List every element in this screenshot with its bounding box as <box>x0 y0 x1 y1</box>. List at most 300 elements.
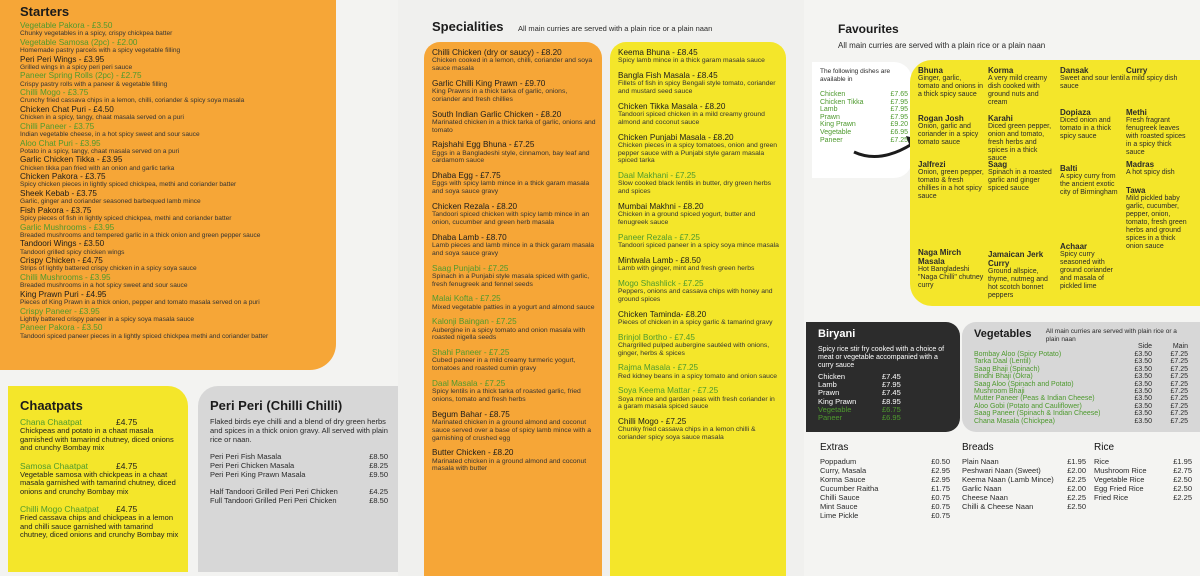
menu-item-desc: Spicy lamb mince in a thick garam masala sauce <box>618 57 765 65</box>
chaatpat-desc: Vegetable samosa with chickpeas in a chaat masala garnished with tamarind chutney, diced onions and crunchy Bombay mix <box>20 469 176 496</box>
price-row <box>962 466 1086 475</box>
vegetable-name: Saag Aloo (Spinach and Potato) <box>974 380 1074 388</box>
item-name: Lime Pickle <box>820 511 859 520</box>
vegetable-side: £3.50 <box>1134 351 1152 358</box>
fav-dish-name: Balti <box>1060 164 1078 173</box>
item-name: Keema Naan (Lamb Mince) <box>962 475 1054 484</box>
menu-item <box>432 140 596 165</box>
fav-dish-desc: Fresh fragrant fenugreek leaves with roasted spices in a spicy thick sauce <box>1126 117 1186 156</box>
item-name: Curry, Masala <box>820 466 867 475</box>
fav-dish-name: Saag <box>988 160 1008 169</box>
vegetable-side: £3.50 <box>1134 358 1152 366</box>
fav-protein-price: £6.95 <box>890 128 908 136</box>
menu-item <box>20 189 336 206</box>
rice-list <box>1094 457 1192 502</box>
menu-item-name: Chilli Paneer - £3.75 <box>20 121 95 131</box>
menu-item-desc: Chunky fried cassava chips in a lemon chilli & coriander spicy soya sauce masala <box>618 426 756 442</box>
fav-protein-price: £9.20 <box>890 121 908 129</box>
menu-item-desc: Chicken cooked in a lemon, chilli, coriander and soya sauce masala <box>432 57 593 72</box>
item-price: £8.50 <box>369 452 388 461</box>
item-name: Half Tandoori Grilled Peri Peri Chicken <box>210 487 338 496</box>
item-price: £1.95 <box>1173 457 1192 466</box>
biryani-price: £7.45 <box>882 388 901 398</box>
menu-item <box>432 79 596 104</box>
vegetable-main: £7.25 <box>1170 358 1188 366</box>
price-row <box>210 452 388 461</box>
vegetable-row <box>974 366 1192 373</box>
fav-protein-row <box>820 99 908 107</box>
price-row <box>1094 484 1192 493</box>
fav-protein-price: £7.65 <box>890 91 908 98</box>
specialities-list-1 <box>432 48 596 473</box>
vegetable-row <box>974 358 1192 365</box>
fav-dish <box>988 66 1054 107</box>
menu-item-desc: King Prawns in a thick tarka of garlic, onions, coriander and fresh chillies <box>432 88 568 103</box>
extras-title: Extras <box>820 442 849 453</box>
breads-section <box>962 442 1086 572</box>
fav-dish <box>918 160 984 201</box>
price-row <box>210 487 388 496</box>
price-row <box>962 484 1086 493</box>
menu-item <box>20 172 336 189</box>
fav-dish-desc: A hot spicy dish <box>1126 169 1175 176</box>
biryani-price: £8.95 <box>882 396 901 406</box>
menu-item-desc: Crispy pastry rolls with a paneer & vegetable filling <box>20 80 168 88</box>
menu-item-desc: Breaded mushrooms and tempered garlic in a thick onion and green pepper sauce <box>20 231 261 239</box>
menu-item-name: Rajma Masala - £7.25 <box>618 363 699 373</box>
vegetable-main: £7.25 <box>1170 410 1188 418</box>
menu-item-name: Bangla Fish Masala - £8.45 <box>618 71 718 80</box>
vegetables-col-main: Main <box>1172 343 1188 350</box>
vegetable-name: Tarka Daal (Lentil) <box>974 358 1031 366</box>
fav-dish-name: Methi <box>1126 108 1147 117</box>
fav-dish-desc: Mild pickled baby garlic, cucumber, pepper, onion, tomato, fresh green herbs and ground spices in a thick onion sauce <box>1126 195 1187 250</box>
peri-peri-desc: Flaked birds eye chilli and a blend of dry green herbs and spices in a thick onion gravy. All served with plain rice or naan. <box>210 417 388 444</box>
vegetables-note: All main curries are served with plain rice or a plain naan <box>1045 328 1177 343</box>
specialities-col-2 <box>610 42 786 576</box>
menu-item <box>432 317 596 342</box>
item-price: £0.75 <box>931 493 950 502</box>
biryani-price: £7.45 <box>882 372 901 381</box>
item-price: £2.50 <box>1173 484 1192 493</box>
vegetables-title: Vegetables <box>974 328 1032 340</box>
menu-item-name: Sheek Kebab - £3.75 <box>20 188 97 198</box>
item-price: £2.25 <box>1067 475 1086 484</box>
fav-protein-row <box>820 106 908 114</box>
price-row <box>962 493 1086 502</box>
fav-dish-name: Naga Mirch Masala <box>918 248 962 266</box>
biryani-name: Lamb <box>818 380 837 390</box>
extras-list <box>820 457 950 520</box>
fav-dish-desc: A very mild creamy dish cooked with ground nuts and cream <box>988 75 1048 106</box>
fav-protein-name: King Prawn <box>820 121 856 129</box>
menu-item-name: Paneer Pakora - £3.50 <box>20 323 103 333</box>
item-price: £0.75 <box>931 511 950 520</box>
menu-item <box>618 233 780 250</box>
fav-dish-desc: Ginger, garlic, tomato and onions in a thick spicy sauce <box>918 75 983 98</box>
chaatpat-head <box>20 461 180 471</box>
item-name: Peri Peri Chicken Masala <box>210 461 295 470</box>
menu-item-name: Daal Masala - £7.25 <box>432 378 506 388</box>
item-name: Full Tandoori Grilled Peri Peri Chicken <box>210 496 337 505</box>
fav-dish-desc: Onion, garlic and coriander in a spicy tomato sauce <box>918 123 979 146</box>
menu-item-name: Crispy Paneer - £3.95 <box>20 306 100 316</box>
favourites-grid <box>910 60 1200 306</box>
vegetables-panel <box>962 322 1200 432</box>
starters-title: Starters <box>20 4 70 19</box>
menu-item-name: Tandoori Wings - £3.50 <box>20 239 105 249</box>
biryani-title: Biryani <box>818 328 856 340</box>
peri-peri-title: Peri Peri (Chilli Chilli) <box>210 398 343 413</box>
menu-item-name: Fish Pakora - £3.75 <box>20 205 92 215</box>
chaatpat-price: £4.75 <box>116 504 138 514</box>
menu-item-name: Kalonji Baingan - £7.25 <box>432 317 517 327</box>
favourites-note: All main curries are served with a plain rice or a plain naan <box>838 41 1046 50</box>
biryani-name: Chicken <box>818 372 846 381</box>
price-row <box>820 475 950 484</box>
menu-item-name: Crispy Chicken - £4.75 <box>20 256 103 266</box>
price-row <box>820 484 950 493</box>
menu-item-desc: Soya mince and garden peas with fresh coriander in a garam masala spiced sauce <box>618 395 775 411</box>
menu-item <box>432 110 596 135</box>
fav-dish <box>1126 186 1192 251</box>
item-price: £0.75 <box>931 502 950 511</box>
fav-dish <box>1126 66 1192 83</box>
menu-item-name: Peri Peri Wings - £3.95 <box>20 54 105 64</box>
item-price: £2.25 <box>1067 493 1086 502</box>
menu-item-desc: Lamb with ginger, mint and fresh green herbs <box>618 264 755 272</box>
fav-dish <box>1060 108 1126 141</box>
menu-item <box>432 202 596 227</box>
item-price: £0.50 <box>931 457 950 466</box>
menu-item <box>20 323 336 340</box>
fav-dish <box>918 248 984 290</box>
item-price: £2.75 <box>1173 466 1192 475</box>
menu-item-desc: Grilled wings in a spicy peri peri sauce <box>20 63 133 71</box>
price-row <box>1094 466 1192 475</box>
menu-item-desc: Mixed vegetable patties in a yogurt and almond sauce <box>432 303 595 311</box>
specialities-title: Specialities <box>432 19 504 34</box>
favourites-header <box>838 22 1198 56</box>
starters-list <box>20 21 336 340</box>
menu-item <box>432 448 596 473</box>
item-price: £2.95 <box>931 466 950 475</box>
menu-item-name: Shahi Paneer - £7.25 <box>432 348 510 358</box>
menu-item <box>20 71 336 88</box>
menu-item-name: Saag Punjabi - £7.25 <box>432 263 509 273</box>
menu-item-name: Vegetable Samosa (2pc) - £2.00 <box>20 37 138 47</box>
menu-item <box>20 88 336 105</box>
item-name: Chilli & Cheese Naan <box>962 502 1034 511</box>
menu-item <box>20 256 336 273</box>
price-row <box>210 470 388 479</box>
vegetable-main: £7.25 <box>1170 388 1188 396</box>
menu-item-name: Begum Bahar - £8.75 <box>432 409 510 419</box>
item-name: Poppadum <box>820 457 857 466</box>
rice-title: Rice <box>1094 442 1115 453</box>
menu-item-name: Chicken Tikka Masala - £8.20 <box>618 101 726 111</box>
menu-item-desc: Spicy pieces of fish in lightly spiced chickpea, methi and coriander batter <box>20 214 232 222</box>
price-row <box>820 493 950 502</box>
biryani-name: Vegetable <box>818 404 852 414</box>
fav-protein-name: Chicken <box>820 91 846 98</box>
fav-dish-desc: Spinach in a roasted garlic and ginger spiced sauce <box>988 169 1052 192</box>
price-row <box>1094 457 1192 466</box>
menu-item-desc: Indian vegetable cheese, in a hot spicy sweet and sour sauce <box>20 130 200 138</box>
vegetable-row <box>974 395 1192 402</box>
menu-item-desc: Pieces of King Prawn in a thick onion, pepper and tomato masala served on a puri <box>20 298 260 306</box>
menu-item-desc: Marinated chicken in a ground almond and coconut sauce served over a base of spicy lamb mince with a garnishing of crushed egg <box>432 418 592 442</box>
menu-item-name: Vegetable Pakora - £3.50 <box>20 21 113 30</box>
menu-item <box>618 279 780 304</box>
vegetable-main: £7.25 <box>1170 380 1188 388</box>
menu-item <box>618 417 780 442</box>
menu-item <box>618 363 780 380</box>
biryani-panel <box>806 322 960 432</box>
menu-item <box>618 256 780 273</box>
extras-section <box>820 442 950 572</box>
fav-protein-price: £7.25 <box>890 136 908 144</box>
menu-item-desc: Eggs with spicy lamb mince in a thick garam masala and soya sauce gravy <box>432 180 590 196</box>
price-row <box>962 475 1086 484</box>
menu-item-name: Mumbai Makhni - £8.20 <box>618 201 704 211</box>
price-row <box>820 502 950 511</box>
menu-item-name: Chicken Pakora - £3.75 <box>20 172 106 182</box>
vegetable-row <box>974 351 1192 358</box>
item-name: Plain Naan <box>962 457 999 466</box>
item-name: Rice <box>1094 457 1110 466</box>
price-row <box>962 457 1086 466</box>
vegetable-name: Bindhi Bhaji (Okra) <box>974 373 1033 381</box>
menu-item-desc: Lamb pieces and lamb mince in a thick garam masala and soya sauce gravy <box>432 241 595 257</box>
fav-protein-name: Chicken Tikka <box>820 98 864 106</box>
item-name: Vegetable Rice <box>1094 475 1145 484</box>
menu-item <box>432 294 596 311</box>
fav-protein-row <box>820 91 908 99</box>
item-name: Cucumber Raitha <box>820 484 879 493</box>
fav-dish-desc: Ground allspice, thyme, nutmeg and hot scotch bonnet peppers <box>988 268 1048 299</box>
vegetable-main: £7.25 <box>1170 395 1188 403</box>
menu-item <box>20 290 336 307</box>
fav-dish-name: Bhuna <box>918 66 943 75</box>
vegetables-list <box>974 351 1192 425</box>
menu-item-desc: Crunchy fried cassava chips in a lemon, chilli, coriander & spicy soya masala <box>20 97 245 105</box>
menu-item <box>20 155 336 172</box>
menu-item <box>432 48 596 73</box>
fav-dish <box>918 114 984 147</box>
menu-item <box>618 48 780 65</box>
menu-item <box>20 239 336 256</box>
biryani-name: Paneer <box>818 413 843 423</box>
fav-dish-desc: Diced green pepper, onion and tomato, fresh herbs and spices in a thick sauce <box>988 123 1052 162</box>
menu-item-name: Aloo Chat Puri - £3.95 <box>20 138 101 148</box>
menu-item-name: Rajshahi Egg Bhuna - £7.25 <box>432 140 535 150</box>
menu-item <box>618 102 780 127</box>
menu-item <box>618 310 780 327</box>
vegetable-side: £3.50 <box>1134 365 1152 373</box>
menu-item-desc: Chargrilled pulped aubergine sautéed with onions, ginger, herbs & spices <box>618 341 770 357</box>
menu-item-desc: Lightly battered crispy paneer in a spicy soya masala sauce <box>20 315 195 323</box>
price-row <box>820 457 950 466</box>
fav-dish <box>1126 160 1192 177</box>
chaatpat-desc: Chickpeas and potato in a chaat masala garnished with tamarind chutney, diced onions and crunchy Bombay mix <box>20 426 174 452</box>
menu-item <box>20 273 336 290</box>
price-row <box>1094 493 1192 502</box>
menu-item-desc: Tandoori spiced paneer in a spicy soya mince masala <box>618 241 779 249</box>
vegetable-main: £7.25 <box>1170 417 1188 425</box>
chaatpats-panel <box>8 386 188 572</box>
item-price: £2.00 <box>1067 466 1086 475</box>
fav-dish-desc: Hot Bangladeshi "Naga Chilli" chutney curry <box>918 266 984 289</box>
vegetables-col-side: Side <box>1137 343 1152 350</box>
specialities-list-2 <box>618 48 780 442</box>
vegetable-row <box>974 381 1192 388</box>
menu-item-desc: Tandoori spiced chicken in a mild creamy ground almond and coconut sauce <box>618 111 765 126</box>
chaatpat-item <box>20 417 188 453</box>
fav-dish-desc: Spicy curry seasoned with ground coriander and masala of pickled lime <box>1060 251 1113 290</box>
item-name: Chilli Sauce <box>820 493 860 502</box>
menu-item <box>618 133 780 166</box>
menu-item <box>432 410 596 443</box>
menu-item-name: Dhaba Egg - £7.75 <box>432 171 501 181</box>
item-name: Korma Sauce <box>820 475 866 484</box>
fav-dish-name: Dansak <box>1060 66 1089 75</box>
menu-item-name: Chicken Rezala - £8.20 <box>432 201 518 211</box>
menu-item-name: Chilli Chicken (dry or saucy) - £8.20 <box>432 48 562 57</box>
menu-item-name: Chilli Mushrooms - £3.95 <box>20 272 111 282</box>
menu-item-name: Dhaba Lamb - £8.70 <box>432 232 507 242</box>
item-name: Peri Peri Fish Masala <box>210 452 282 461</box>
menu-item <box>618 71 780 96</box>
menu-item-desc: Chunky vegetables in a spicy, crispy chickpea batter <box>20 30 173 38</box>
fav-dish-name: Curry <box>1126 66 1148 75</box>
vegetable-main: £7.25 <box>1170 373 1188 381</box>
fav-dish-desc: Sweet and sour lentil sauce <box>1060 75 1125 90</box>
menu-item-desc: Slow cooked black lentils in butter, dry green herbs and spices <box>618 180 772 196</box>
menu-item-name: Mogo Shashlick - £7.25 <box>618 278 704 288</box>
menu-item-desc: Homemade pastry parcels with a spicy vegetable filling <box>20 47 181 54</box>
menu-item-name: Brinjol Bortho - £7.45 <box>618 332 695 342</box>
fav-protein-row <box>820 114 908 122</box>
menu-item-desc: Red kidney beans in a spicy tomato and onion sauce <box>618 372 778 380</box>
fav-dish-name: Jalfrezi <box>918 160 946 169</box>
price-row <box>820 466 950 475</box>
menu-item-desc: Spicy lentils in a thick tarka of roasted garlic, fried onions, tomato and fresh herbs <box>432 388 581 403</box>
item-price: £2.00 <box>1067 484 1086 493</box>
fav-dish <box>1060 242 1126 291</box>
vegetable-name: Mushroom Bhaji <box>974 388 1025 396</box>
menu-item-name: Daal Makhani - £7.25 <box>618 171 696 181</box>
menu-item-name: Mintwala Lamb - £8.50 <box>618 255 701 265</box>
fav-dish-name: Madras <box>1126 160 1155 169</box>
fav-protein-name: Lamb <box>820 106 838 114</box>
item-name: Cheese Naan <box>962 493 1008 502</box>
menu-item-name: South Indian Garlic Chicken - £8.20 <box>432 109 562 119</box>
menu-item <box>618 171 780 196</box>
menu-item-desc: Garlic, ginger and coriander seasoned barbequed lamb mince <box>20 198 201 206</box>
biryani-price: £6.75 <box>882 404 901 414</box>
fav-dish <box>988 250 1054 300</box>
biryani-name: King Prawn <box>818 396 857 406</box>
menu-item-name: Garlic Chilli King Prawn - £9.70 <box>432 78 546 88</box>
rice-section <box>1094 442 1192 572</box>
menu-item-desc: Tandoori grilled spicy chicken wings <box>20 248 125 256</box>
menu-item <box>20 307 336 324</box>
fav-dish <box>1060 66 1126 91</box>
vegetable-name: Aloo Gobi (Potato and Cauliflower) <box>974 402 1082 410</box>
menu-item <box>432 348 596 373</box>
chaatpat-price: £4.75 <box>116 417 138 427</box>
chaatpats-title: Chaatpats <box>20 398 83 413</box>
menu-item-name: Malai Kofta - £7.25 <box>432 294 501 304</box>
menu-item <box>20 38 336 55</box>
menu-item <box>618 202 780 227</box>
vegetable-main: £7.25 <box>1170 351 1188 358</box>
fav-dish-name: Tawa <box>1126 186 1146 195</box>
fav-dish-name: Korma <box>988 66 1014 75</box>
price-row <box>1094 475 1192 484</box>
chaatpats-list <box>20 417 188 540</box>
vegetable-row <box>974 388 1192 395</box>
menu-item-desc: Tandoori spiced chicken with spicy lamb mince in an onion, cucumber and green herb masala <box>432 211 590 226</box>
menu-item-desc: Spinach in a Punjabi style masala spiced with garlic, fresh fenugreek and fennel seeds <box>432 272 590 288</box>
biryani-desc: Spicy rice stir fry cooked with a choice of meat or vegetable accompanied with a curry sauce <box>818 346 945 369</box>
menu-item <box>20 21 336 38</box>
menu-item-desc: Pieces of chicken in a spicy garlic & tamarind gravy <box>618 318 773 326</box>
fav-protein-price: £7.95 <box>890 98 908 106</box>
price-row <box>210 496 388 505</box>
menu-item-desc: Spicy chicken pieces in lightly spiced chickpea, methi and coriander batter <box>20 181 237 189</box>
chaatpat-name: Chana Chaatpat <box>20 417 82 427</box>
fav-dish-name: Achaar <box>1060 242 1088 251</box>
menu-item-desc: Tandoori spiced paneer pieces in a lightly spiced chickpea methi and coriander batter <box>20 332 269 340</box>
item-price: £8.25 <box>369 461 388 470</box>
chaatpat-item <box>20 461 188 497</box>
fav-dish-name: Dopiaza <box>1060 108 1091 117</box>
menu-item <box>20 55 336 72</box>
fav-dish <box>1060 164 1126 197</box>
menu-item-name: King Prawn Puri - £4.95 <box>20 289 107 299</box>
fav-dish <box>918 66 984 99</box>
specialities-col-1 <box>424 42 602 576</box>
vegetable-side: £3.50 <box>1134 402 1152 410</box>
menu-item-desc: Breaded mushrooms in a hot spicy sweet and sour sauce <box>20 282 188 290</box>
vegetable-name: Mutter Paneer (Peas & Indian Cheese) <box>974 395 1095 403</box>
menu-item-desc: Cubed paneer in a mild creamy turmeric yogurt, tomatoes and roasted cumin gravy <box>432 357 576 373</box>
menu-item <box>20 223 336 240</box>
menu-item-name: Garlic Mushrooms - £3.95 <box>20 222 115 232</box>
favourites-intro: The following dishes are available in <box>820 68 891 83</box>
fav-protein-name: Paneer <box>820 136 843 144</box>
biryani-name: Prawn <box>818 388 840 398</box>
fav-dish-desc: Onion, green pepper, tomato & fresh chillies in a hot spicy sauce <box>918 169 984 200</box>
fav-dish-desc: Diced onion and tomato in a thick spicy sauce <box>1060 117 1111 140</box>
vegetable-side: £3.50 <box>1134 373 1152 381</box>
menu-item-desc: Eggs in a Bangladeshi style, cinnamon, bay leaf and cardamom sauce <box>432 149 590 165</box>
breads-list <box>962 457 1086 511</box>
peri-peri-panel <box>198 386 398 572</box>
menu-item-desc: Chicken in a ground spiced yogurt, butter and fenugreek sauce <box>618 211 756 226</box>
vegetable-row <box>974 410 1192 417</box>
vegetable-row <box>974 403 1192 410</box>
vegetable-side: £3.50 <box>1134 410 1152 418</box>
menu-item-name: Garlic Chicken Tikka - £3.95 <box>20 155 123 165</box>
specialities-header <box>432 18 802 36</box>
menu-item-desc: Chicken tikka pan fried with an onion and garlic tarka <box>20 164 175 172</box>
vegetable-name: Bombay Aloo (Spicy Potato) <box>974 351 1062 358</box>
item-name: Peshwari Naan (Sweet) <box>962 466 1041 475</box>
menu-item <box>432 171 596 196</box>
